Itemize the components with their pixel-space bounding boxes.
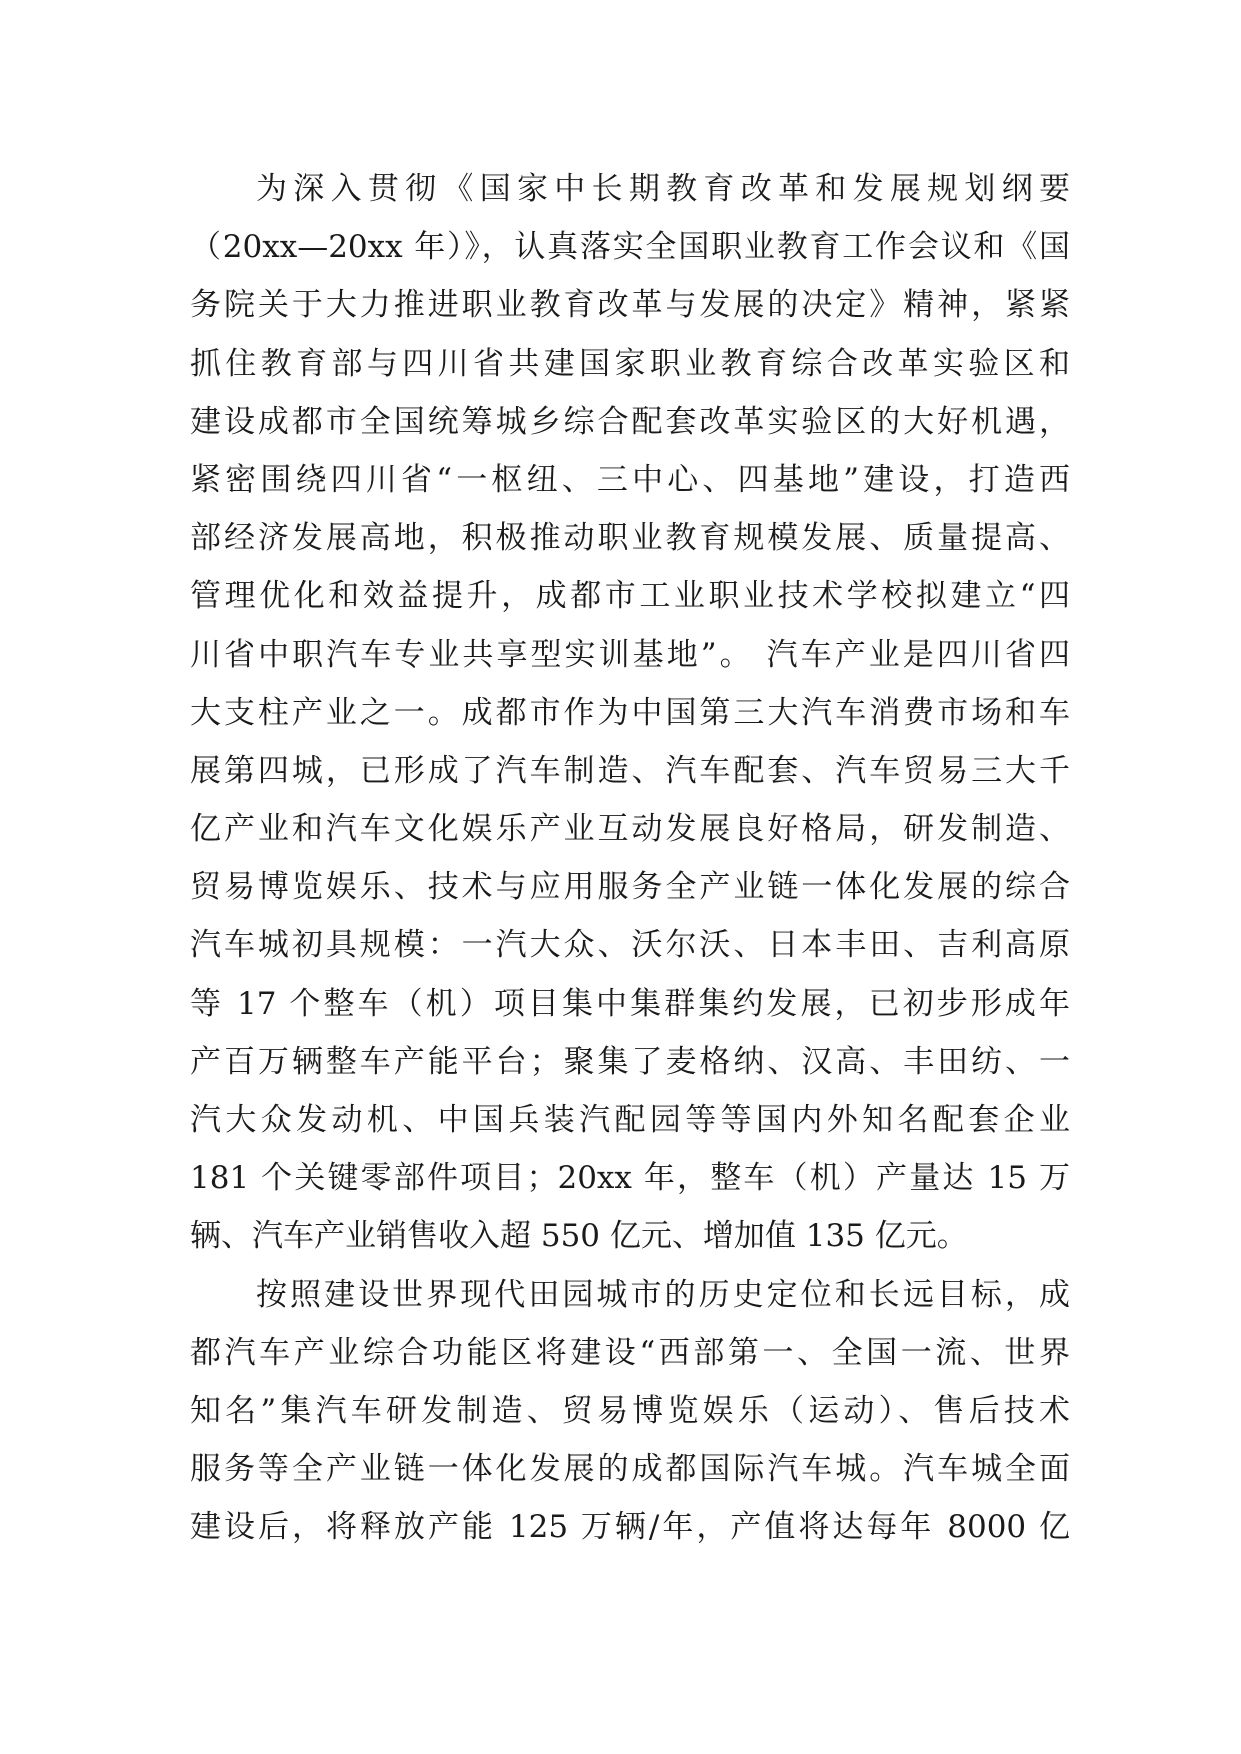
text-line: 181 个关键零部件项目；20xx 年，整车（机）产量达 15 万 <box>190 1160 1070 1197</box>
text-line: 抓住教育部与四川省共建国家职业教育综合改革实验区和 <box>190 345 1070 382</box>
text-line: 产百万辆整车产能平台；聚集了麦格纳、汉高、丰田纺、一 <box>190 1043 1070 1080</box>
text-line: 知名”集汽车研发制造、贸易博览娱乐（运动）、售后技术 <box>190 1392 1070 1429</box>
text-line: 紧密围绕四川省“一枢纽、三中心、四基地”建设，打造西 <box>190 461 1070 498</box>
paragraph-1 <box>190 160 1070 1266</box>
text-line: 贸易博览娱乐、技术与应用服务全产业链一体化发展的综合 <box>190 869 1070 906</box>
text-line: 管理优化和效益提升，成都市工业职业技术学校拟建立“四 <box>190 578 1070 615</box>
text-line: 部经济发展高地，积极推动职业教育规模发展、质量提高、 <box>190 520 1070 557</box>
text-line: 按照建设世界现代田园城市的历史定位和长远目标，成 <box>256 1276 1070 1313</box>
text-line: 等 17 个整车（机）项目集中集群集约发展，已初步形成年 <box>190 985 1070 1022</box>
text-line: 汽大众发动机、中国兵装汽配园等等国内外知名配套企业 <box>190 1102 1070 1138</box>
text-line: 为深入贯彻《国家中长期教育改革和发展规划纲要 <box>256 171 1070 207</box>
text-line: 展第四城，已形成了汽车制造、汽车配套、汽车贸易三大千 <box>190 752 1070 789</box>
text-line: 都汽车产业综合功能区将建设“西部第一、全国一流、世界 <box>190 1334 1070 1371</box>
text-line: 川省中职汽车专业共享型实训基地”。 汽车产业是四川省四 <box>190 636 1070 673</box>
text-line: 服务等全产业链一体化发展的成都国际汽车城。汽车城全面 <box>190 1451 1070 1488</box>
text-line: 汽车城初具规模：一汽大众、沃尔沃、日本丰田、吉利高原 <box>190 927 1070 964</box>
text-line: 建设后，将释放产能 125 万辆/年，产值将达每年 8000 亿 <box>190 1509 1070 1546</box>
document-body <box>190 160 1070 1557</box>
paragraph-2 <box>190 1266 1070 1557</box>
text-line: 大支柱产业之一。成都市作为中国第三大汽车消费市场和车 <box>190 694 1070 731</box>
text-line: 建设成都市全国统筹城乡综合配套改革实验区的大好机遇， <box>190 403 1070 440</box>
text-line: 亿产业和汽车文化娱乐产业互动发展良好格局，研发制造、 <box>190 811 1070 848</box>
text-line: （20xx—20xx 年）》，认真落实全国职业教育工作会议和《国 <box>190 229 1070 266</box>
text-line: 务院关于大力推进职业教育改革与发展的决定》精神，紧紧 <box>190 287 1070 324</box>
text-line: 辆、汽车产业销售收入超 550 亿元、增加值 135 亿元。 <box>190 1218 968 1255</box>
